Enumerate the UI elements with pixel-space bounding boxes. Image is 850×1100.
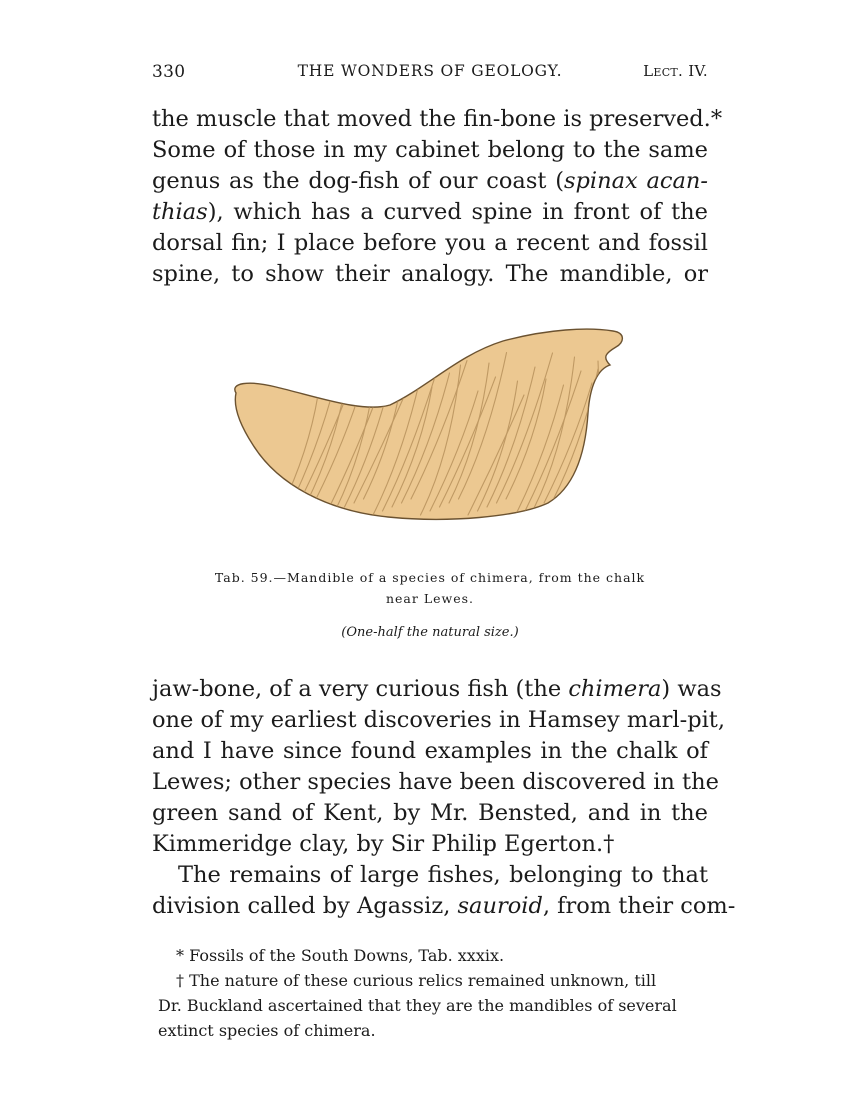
text-line: spine, to show their analogy. The mandible, or [152,261,708,287]
text-line: thias), which has a curved spine in front of the [152,199,708,225]
chimera-mandible-figure [218,325,638,545]
text-line: dorsal fin; I place before you a recent and fossil [152,230,708,256]
text-line: Lewes; other species have been discovered in the [152,769,719,795]
footnote-continued: extinct species of chimera. [158,1021,376,1040]
text-line: division called by Agassiz, sauroid, from their com- [152,893,736,919]
footnote: † The nature of these curious relics remained unknown, till [176,971,657,990]
footnote-continued: Dr. Buckland ascertained that they are the mandibles of several [158,996,677,1015]
text-line: genus as the dog-fish of our coast (spinax acan- [152,168,708,194]
text-line: green sand of Kent, by Mr. Bensted, and in the [152,800,708,826]
engraving-stroke [592,373,609,503]
text-line: one of my earliest discoveries in Hamsey marl-pit, [152,707,725,733]
paragraph-bottom [152,674,736,922]
paragraph-top [152,104,723,290]
text-line: Some of those in my cabinet belong to the same [152,137,708,163]
figure-caption: Tab. 59.—Mandible of a species of chimera, from the chalk [214,570,646,585]
text-line: The remains of large fishes, belonging to that [178,862,708,888]
page-number: 330 [152,62,186,82]
text-line: Kimmeridge clay, by Sir Philip Egerton.† [152,831,615,857]
figure-caption-continued: near Lewes. [385,591,475,606]
running-title: THE WONDERS OF GEOLOGY. [297,62,563,80]
mandible-shape [235,329,623,519]
text-line: jaw-bone, of a very curious fish (the chimera) was [152,676,722,702]
lecture-label: Lect. IV. [643,62,708,80]
footnote: * Fossils of the South Downs, Tab. xxxix. [176,946,505,965]
text-line: and I have since found examples in the chalk of [152,738,708,764]
text-line: the muscle that moved the fin-bone is preserved.* [152,106,723,132]
mandible-illustration [218,325,638,545]
footnotes [158,943,706,1043]
running-header [152,62,708,86]
figure-scale-note: (One-half the natural size.) [341,625,519,640]
